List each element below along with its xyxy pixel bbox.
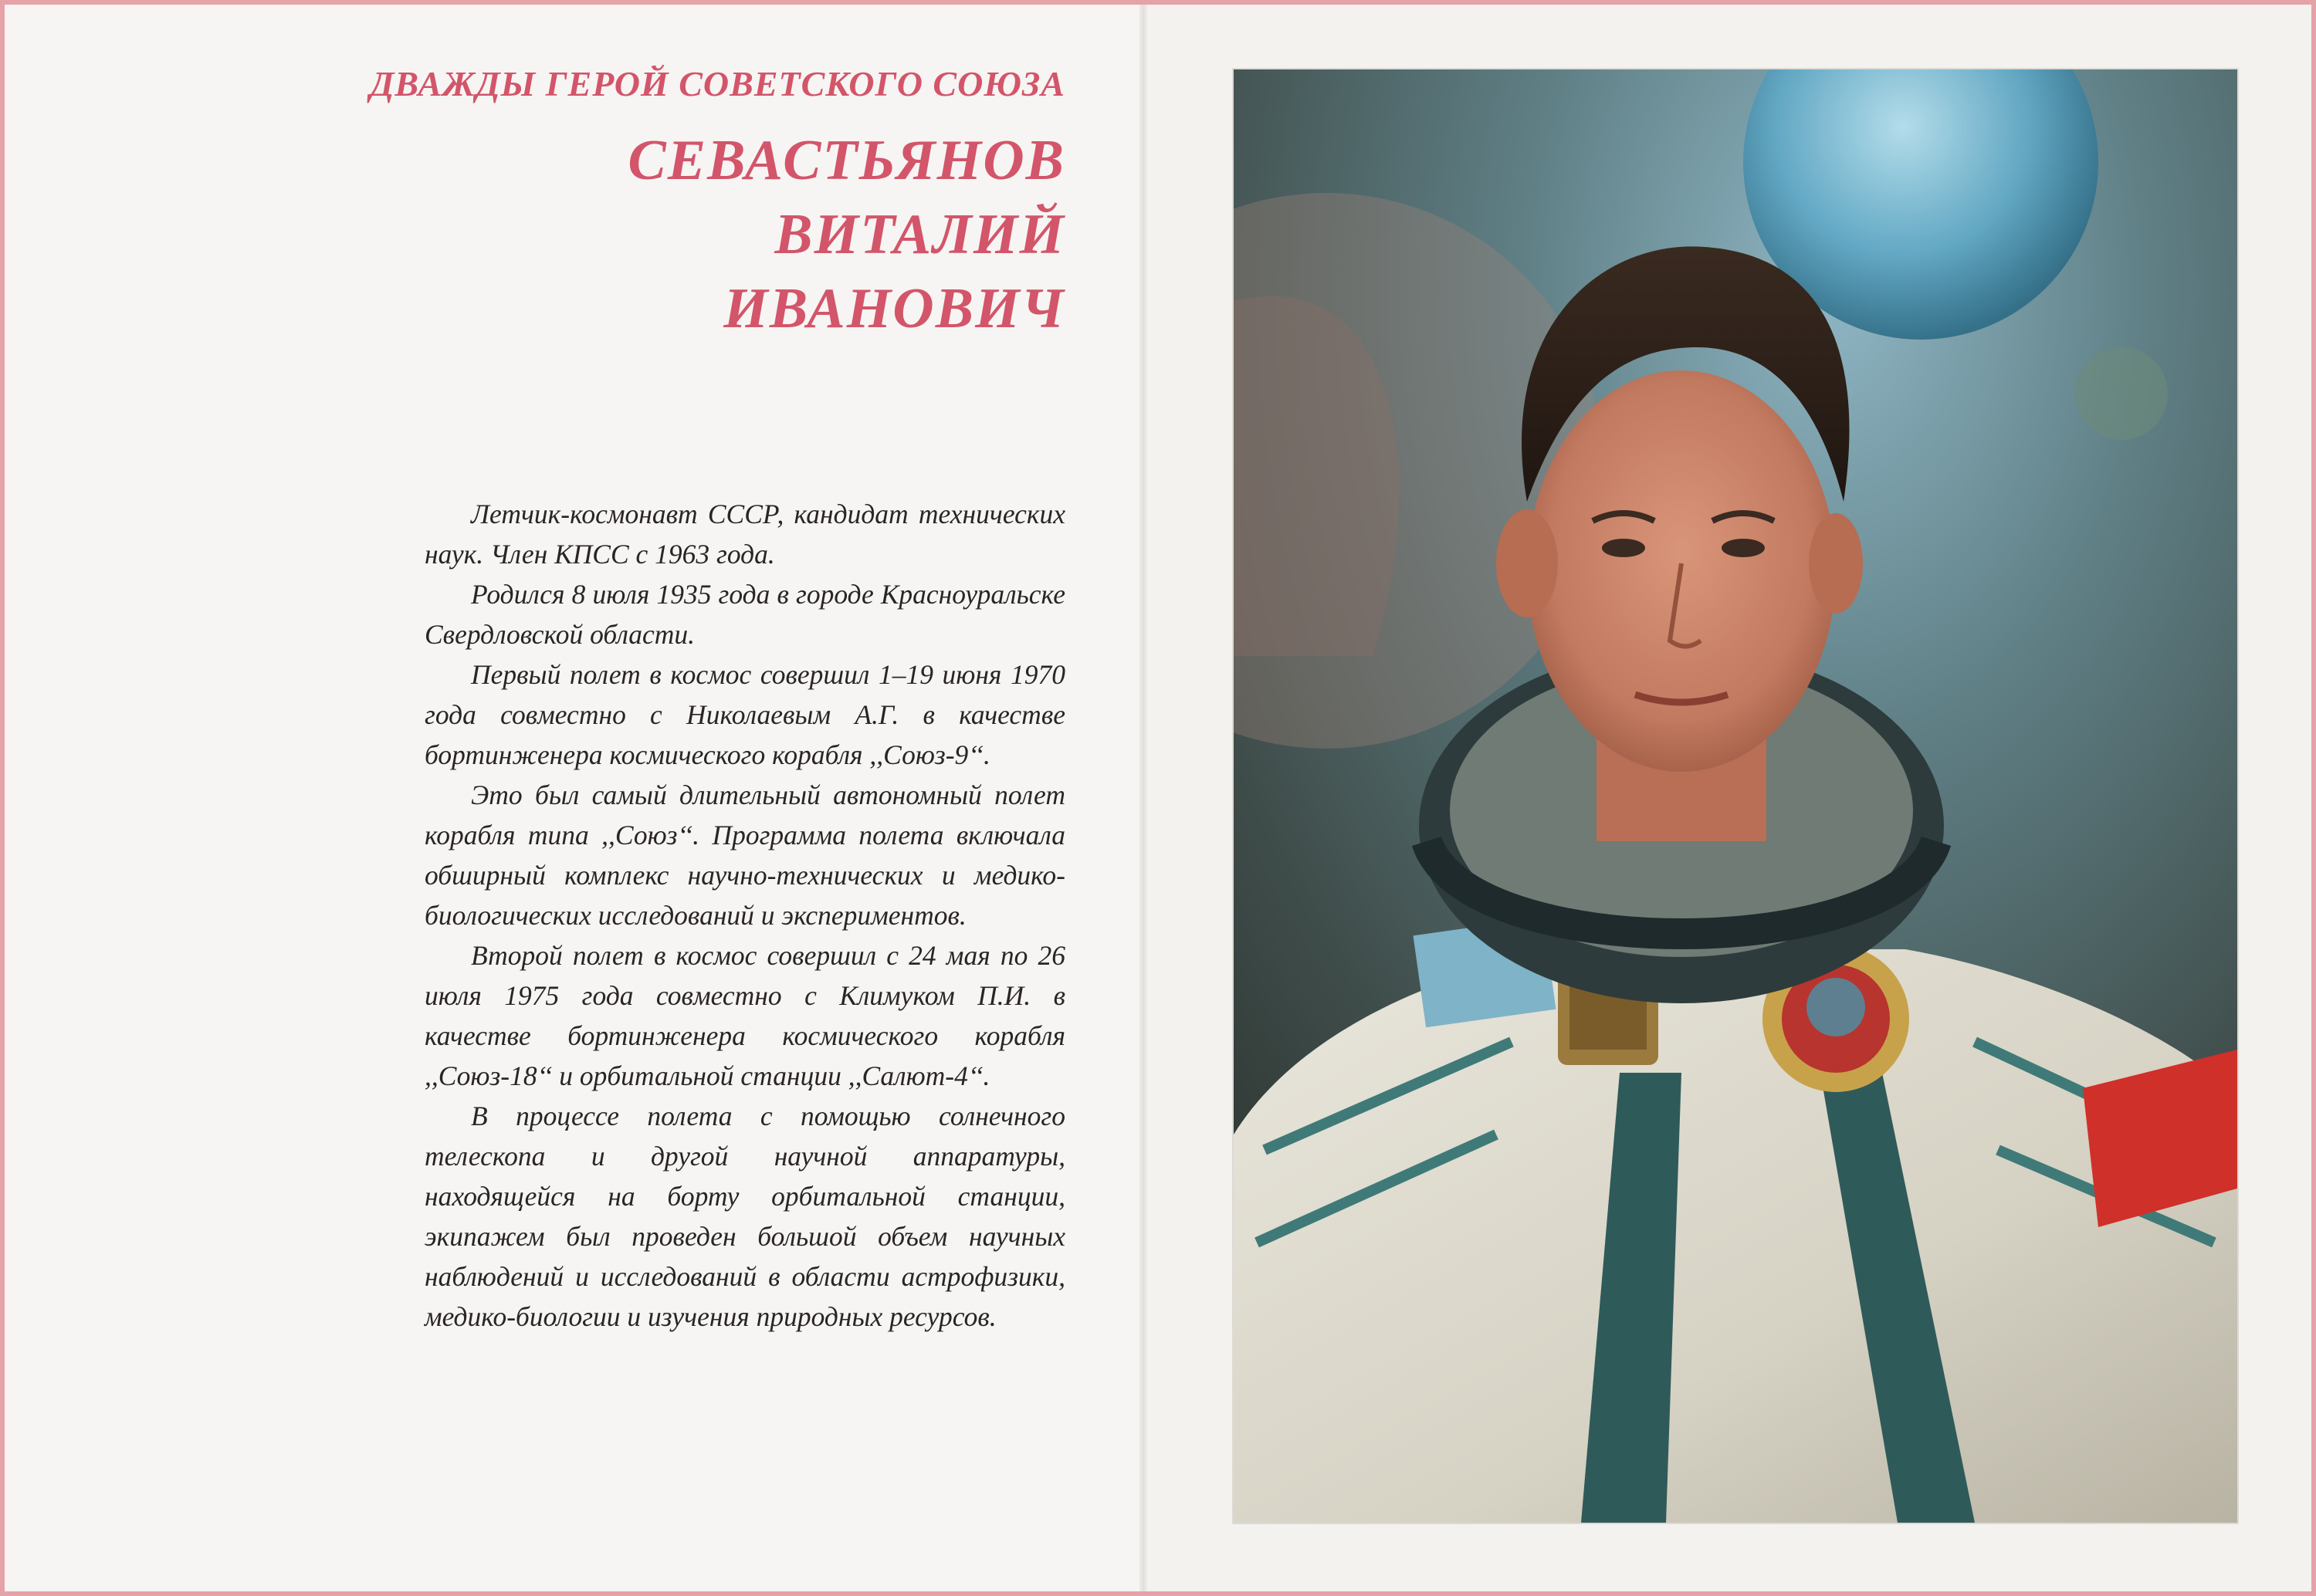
- bio-paragraph: Родился 8 июля 1935 года в городе Красноуральске Свердловской области.: [425, 579, 1065, 650]
- biography-text: [425, 494, 1065, 1337]
- hero-title: ДВАЖДЫ ГЕРОЙ СОВЕТСКОГО СОЮЗА: [369, 64, 1065, 103]
- bio-paragraph: В процессе полета с помощью солнечного телескопа и другой научной аппаратуры, находящейся на борту орбитальной станции, экипажем был проведен большой объем научных наблюдений и исследований в области астрофизики, медико-биологии и изучения природных ресурсов.: [425, 1101, 1065, 1332]
- surname: СЕВАСТЬЯНОВ: [628, 129, 1065, 192]
- page-fold: [1139, 0, 1147, 1596]
- bio-paragraph: Первый полет в космос совершил 1–19 июня 1970 года совместно с Николаевым А.Г. в качестве бортинженера космического корабля ,,Союз-9‘‘.: [425, 659, 1065, 770]
- portrait-illustration: [1234, 69, 2237, 1523]
- bio-paragraph: Это был самый длительный автономный полет корабля типа ,,Союз‘‘. Программа полета включала обширный комплекс научно-технических и медико-биологических исследований и экспериментов.: [425, 779, 1065, 931]
- first-name: ВИТАЛИЙ: [774, 203, 1065, 266]
- cosmonaut-name: [628, 123, 1065, 346]
- cosmonaut-portrait-photo: [1234, 69, 2237, 1523]
- bio-paragraph: Второй полет в космос совершил с 24 мая по 26 июля 1975 года совместно с Климуком П.И. в качестве бортинженера космического корабля ,,Союз-18‘‘ и орбитальной станции ,,Салют-4‘‘.: [425, 940, 1065, 1091]
- patronymic: ИВАНОВИЧ: [723, 277, 1065, 340]
- bio-paragraph: Летчик-космонавт СССР, кандидат технических наук. Член КПСС с 1963 года.: [425, 499, 1065, 570]
